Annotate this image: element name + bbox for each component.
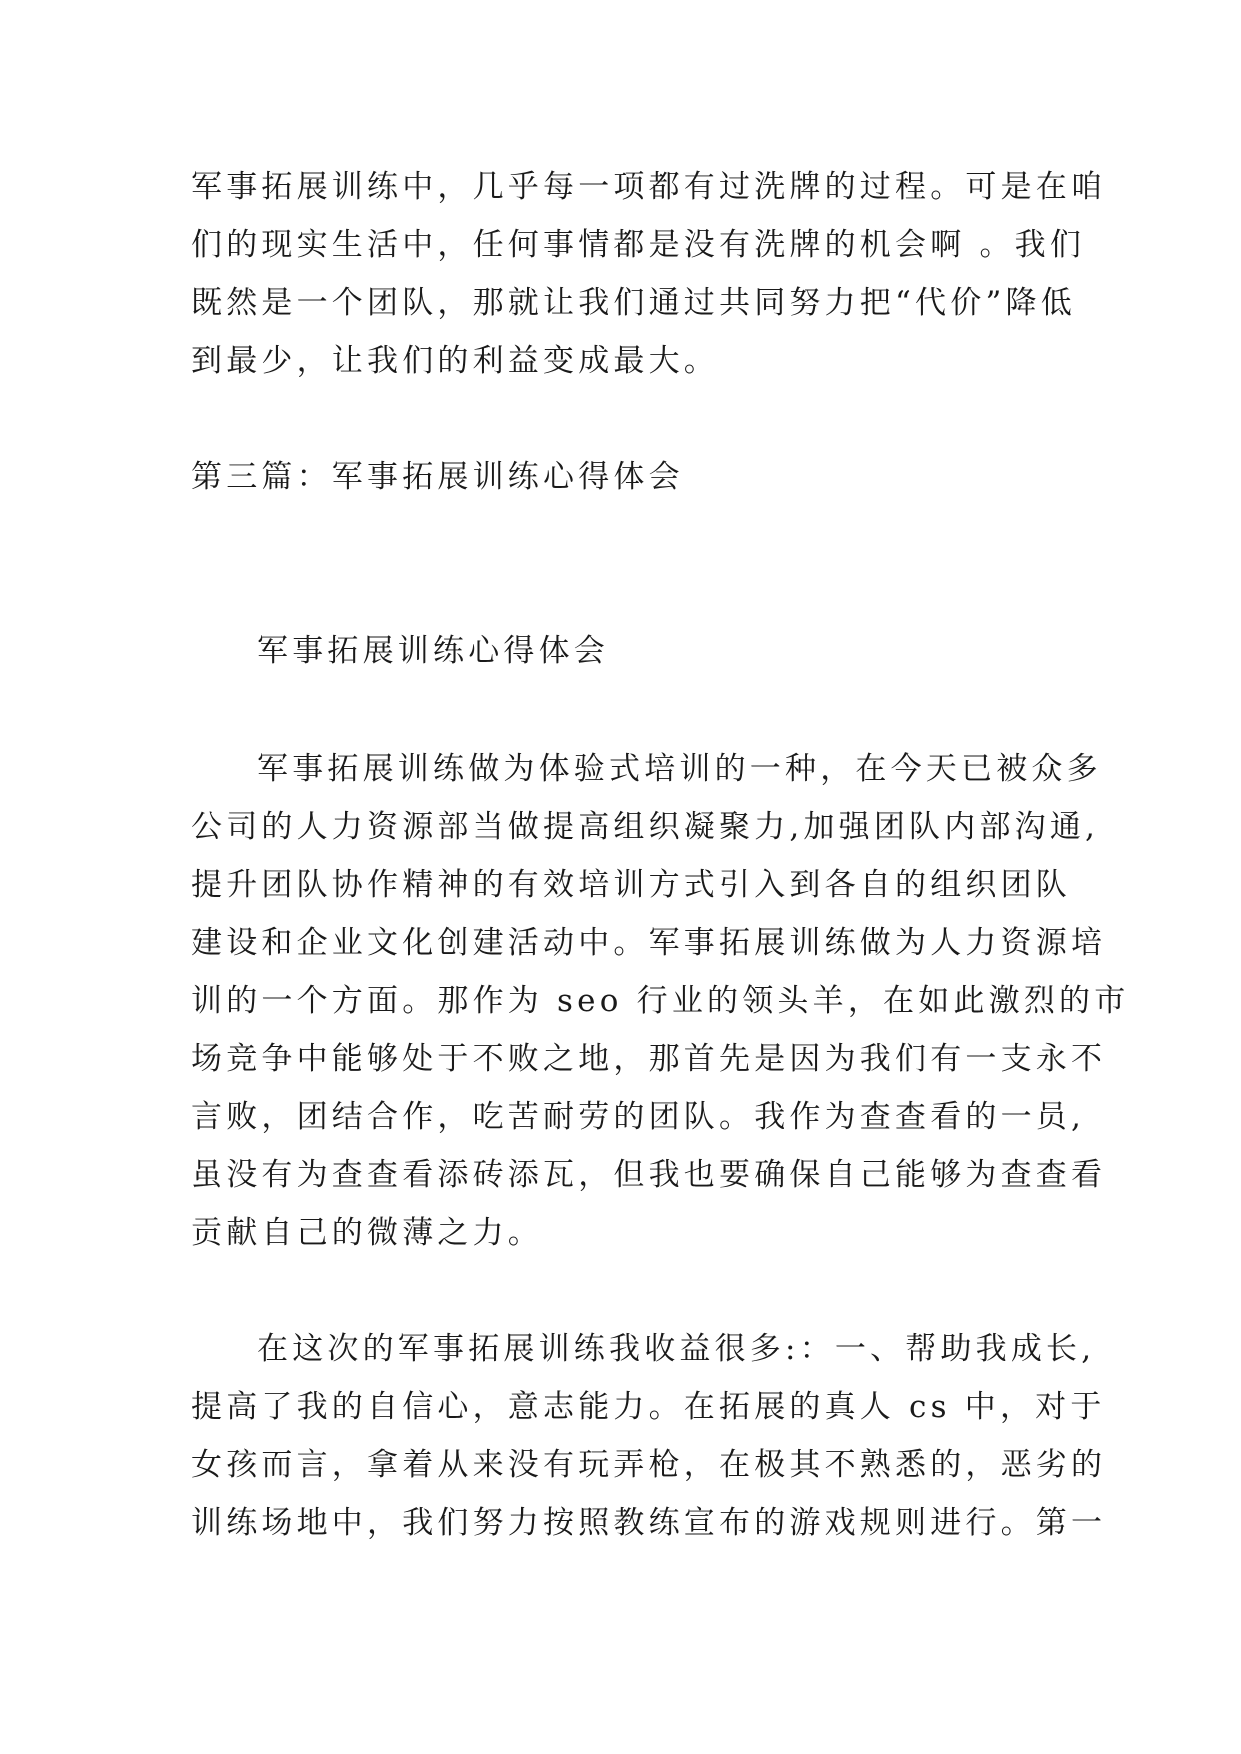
- article-title: 军事拓展训练心得体会: [257, 633, 609, 669]
- paragraph-previous: [191, 158, 1107, 390]
- paragraph-line: 到最少，让我们的利益变成最大。: [191, 343, 719, 379]
- paragraph-line: 既然是一个团队，那就让我们通过共同努力把“代价”降低: [191, 285, 1076, 321]
- article-title-block: [191, 622, 1061, 680]
- paragraph-line: 言败，团结合作，吃苦耐劳的团队。我作为查查看的一员,: [191, 1099, 1086, 1135]
- paragraph-line: 提升团队协作精神的有效培训方式引入到各自的组织团队: [191, 867, 1071, 903]
- paragraph-line: 提高了我的自信心，意志能力。在拓展的真人 cs 中，对于: [191, 1389, 1106, 1425]
- section-heading-block: [191, 448, 1061, 506]
- paragraph-line: 们的现实生活中，任何事情都是没有洗牌的机会啊 。我们: [191, 227, 1086, 263]
- paragraph-line: 训练场地中，我们努力按照教练宣布的游戏规则进行。第一: [191, 1505, 1107, 1541]
- paragraph-line: 在这次的军事拓展训练我收益很多:：一、帮助我成长,: [257, 1331, 1096, 1367]
- paragraph-1: [191, 740, 1130, 1262]
- paragraph-line: 训的一个方面。那作为 seo 行业的领头羊，在如此激烈的市: [191, 983, 1130, 1019]
- paragraph-line: 场竞争中能够处于不败之地，那首先是因为我们有一支永不: [191, 1041, 1107, 1077]
- section-heading: 第三篇：军事拓展训练心得体会: [191, 459, 684, 495]
- paragraph-line: 公司的人力资源部当做提高组织凝聚力,加强团队内部沟通,: [191, 809, 1100, 845]
- paragraph-line: 女孩而言，拿着从来没有玩弄枪，在极其不熟悉的，恶劣的: [191, 1447, 1107, 1483]
- paragraph-line: 军事拓展训练中，几乎每一项都有过洗牌的过程。可是在咱: [191, 169, 1107, 205]
- paragraph-2: [191, 1320, 1107, 1552]
- paragraph-line: 贡献自己的微薄之力。: [191, 1215, 543, 1251]
- paragraph-line: 虽没有为查查看添砖添瓦，但我也要确保自己能够为查查看: [191, 1157, 1107, 1193]
- paragraph-line: 军事拓展训练做为体验式培训的一种，在今天已被众多: [257, 751, 1102, 787]
- paragraph-line: 建设和企业文化创建活动中。军事拓展训练做为人力资源培: [191, 925, 1107, 961]
